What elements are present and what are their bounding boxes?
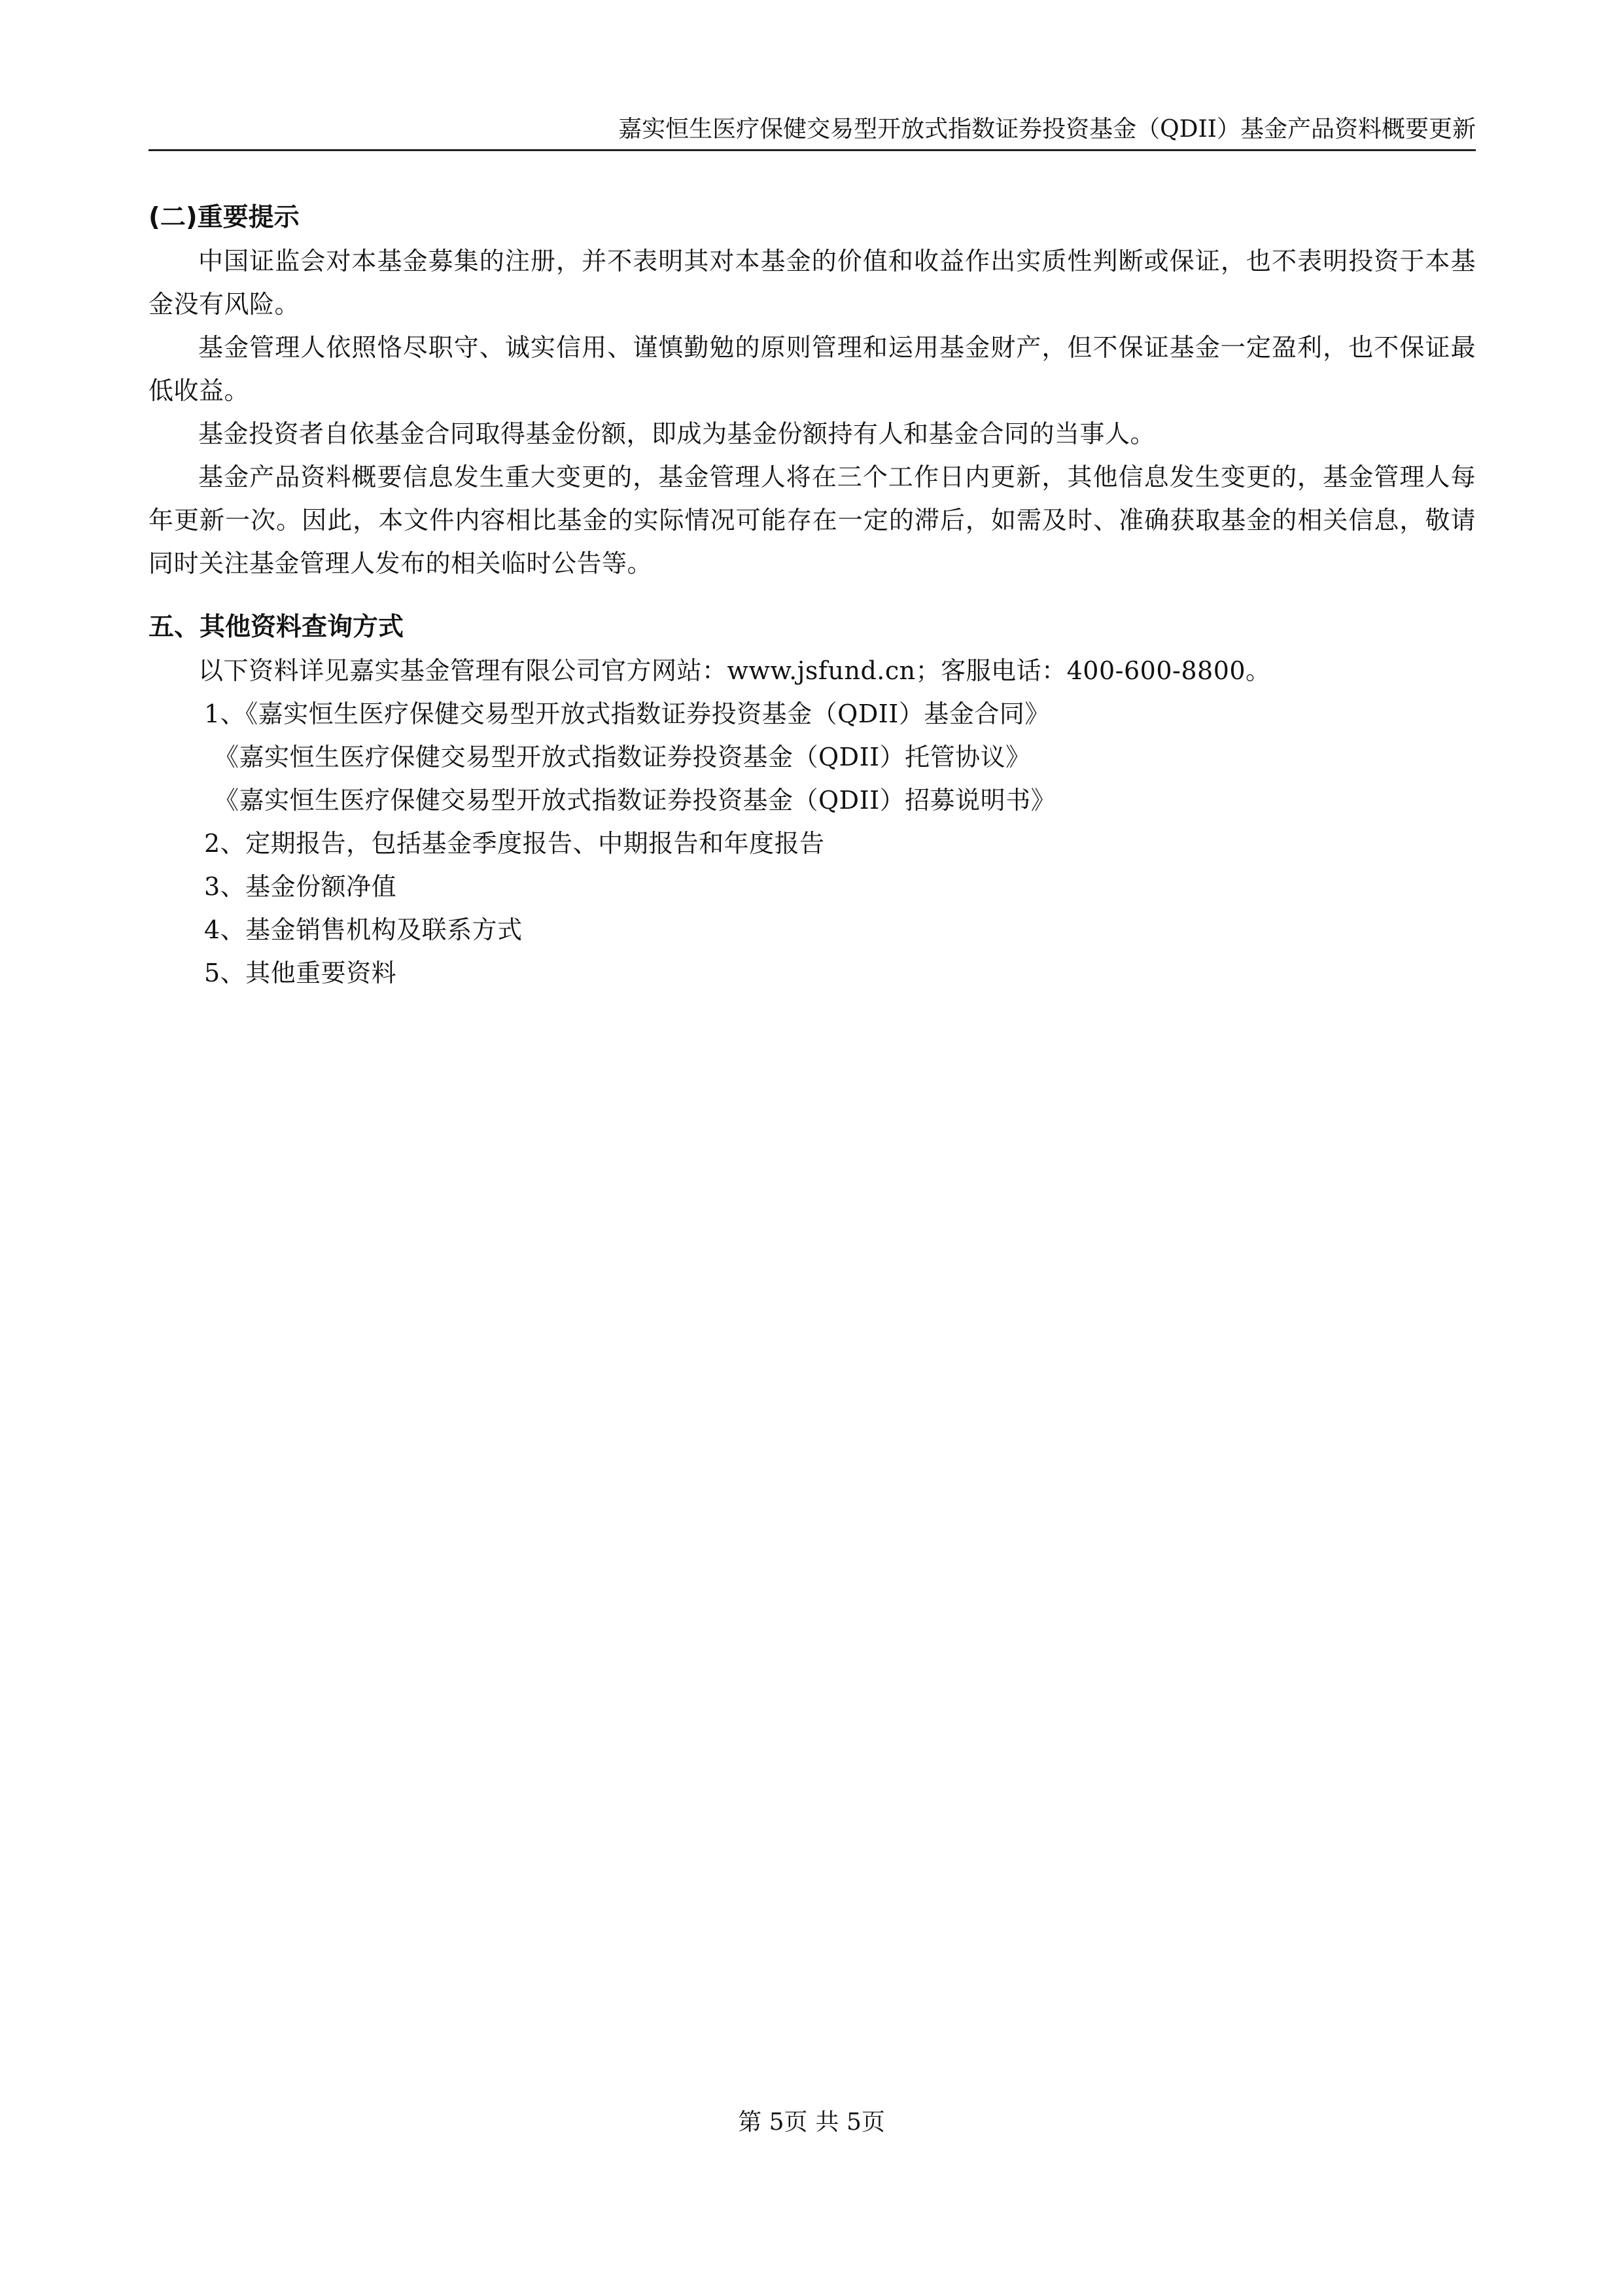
paragraph: 基金产品资料概要信息发生重大变更的，基金管理人将在三个工作日内更新，其他信息发生变更的，基金管理人每年更新一次。因此，本文件内容相比基金的实际情况可能存在一定的滞后，如需及时、准确获取基金的相关信息，敬请同时关注基金管理人发布的相关临时公告等。	[148, 463, 1476, 578]
paragraph: 基金投资者自依基金合同取得基金份额，即成为基金份额持有人和基金合同的当事人。	[198, 419, 1156, 448]
contact-info-paragraph: 以下资料详见嘉实基金管理有限公司官方网站：www.jsfund.cn；客服电话：400-600-8800。	[198, 656, 1271, 685]
document-body	[148, 196, 1476, 995]
paragraph: 中国证监会对本基金募集的注册，并不表明其对本基金的价值和收益作出实质性判断或保证，也不表明投资于本基金没有风险。	[148, 247, 1476, 319]
section-heading-other-info: 五、其他资料查询方式	[148, 612, 404, 642]
section-gap	[148, 585, 1476, 606]
paragraph: 基金管理人依照恪尽职守、诚实信用、谨慎勤勉的原则管理和运用基金财产，但不保证基金一定盈利，也不保证最低收益。	[148, 333, 1476, 405]
page-header	[148, 111, 1476, 151]
page-footer	[0, 2108, 1623, 2137]
page-number: 第 5页	[738, 2109, 808, 2136]
section-heading-important: (二)重要提示	[148, 203, 300, 232]
list-item: 2、定期报告，包括基金季度报告、中期报告和年度报告	[204, 829, 825, 858]
header-title: 嘉实恒生医疗保健交易型开放式指数证券投资基金（QDII）基金产品资料概要更新	[618, 116, 1476, 143]
list-item: 4、基金销售机构及联系方式	[204, 915, 523, 944]
list-item: 5、其他重要资料	[204, 959, 397, 987]
page-total: 共 5页	[815, 2109, 885, 2136]
list-item: 《嘉实恒生医疗保健交易型开放式指数证券投资基金（QDII）托管协议》	[214, 743, 1031, 771]
list-item: 《嘉实恒生医疗保健交易型开放式指数证券投资基金（QDII）招募说明书》	[214, 786, 1056, 815]
list-item: 1、《嘉实恒生医疗保健交易型开放式指数证券投资基金（QDII）基金合同》	[204, 699, 1050, 728]
list-item: 3、基金份额净值	[204, 872, 397, 901]
